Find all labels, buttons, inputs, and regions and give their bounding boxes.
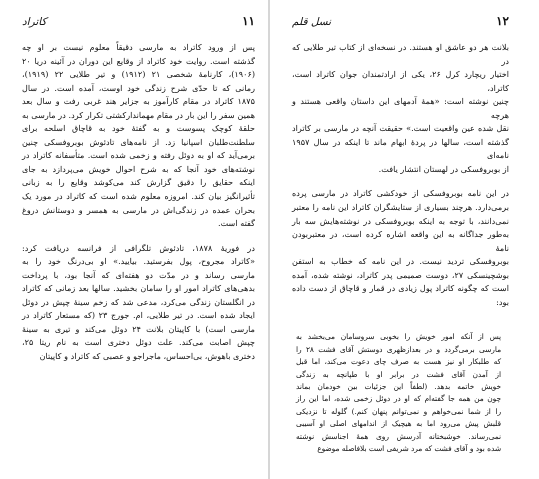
text-line: اینکه حقایق را دقیق گزارش کند می‌کوشد وقایع را به زبانی: [22, 177, 255, 188]
text-line: بوشچینسکی ۲۷، دوست صمیمی پدر کاتراد، نوشته شده، آمده: [292, 269, 509, 280]
text-line: قلبش پیش می‌رود اما به هیچیک از اندامهای اصلی او آسیبی: [296, 419, 501, 429]
text-line: که طلبکار او نیز هست به صرف چای دعوت می‌کند، اما قبل: [296, 357, 501, 367]
text-line: بوبروفسکی تردید نیست. در این نامه که خطاب به استفن: [292, 256, 509, 267]
text-line: از بوبروفسکی در لهستان انتشار یافت.: [378, 163, 509, 174]
text-line: نقل شده عین واقعیت است.» حقیقت آنچه در مارسی بر کاتراد: [292, 123, 509, 134]
text-line: به‌طور جداگانه به این واقعه اشاره کرده است، در معتبربودن نامهٔ: [292, 229, 509, 253]
left-page-header: [22, 14, 255, 28]
text-line: گذشته است، سالها در پردهٔ ابهام ماند تا اینکه در سال ۱۹۵۷ نامه‌ای: [292, 136, 509, 161]
text-line: بدهی‌های کاتراد امور او را سامان بخشید. سالها بعد زمانی که کاتراد: [22, 283, 255, 294]
text-line: مارسی رساند و در مدّت دو هفته‌ای که آنجا بود، با پرداخت: [22, 269, 255, 280]
text-line: در فوریهٔ ۱۸۷۸، تادئوش تلگرافی از فرانسه دریافت کرد:: [22, 242, 255, 253]
text-line: خویش خاتمه بدهد. (لطفاً این جزئیات بین خودمان بماند: [296, 382, 501, 392]
text-line: بلانت هر دو عاشق او هستند. در نسخه‌ای از کتاب تیر طلایی که در: [292, 42, 509, 66]
text-line: تأثیرانگیز بیان کند. امروزه معلوم شده است که کاتراد در مورد یک: [22, 191, 255, 202]
text-line: از آمدن آقای فشت در برابر او با طپانچه به زندگی: [296, 369, 501, 379]
right-page-number: ۱۲: [496, 14, 509, 28]
text-line: مارسی است) با کاپیتان بلانت ۲۴ دوئل می‌کند و تیری به سینهٔ: [22, 323, 255, 334]
text-line: (۱۹۰۶)، کارنامهٔ شخصی ۲۱ (۱۹۱۲) و تیر طلایی ۲۲ (۱۹۱۹)،: [22, 69, 255, 80]
text-line: ۱۸۷۵ کاتراد در مقام کارآموز به جزایر هند غربی رفت و سال بعد: [22, 96, 255, 107]
text-line: است که چگونه کاتراد پول زیادی در قمار و قاچاق از دست داده بود:: [292, 283, 509, 307]
text-line: در این نامه بوبروفسکی از خودکشی کاتراد در مارسی پرده: [292, 188, 509, 199]
text-line: پس از آنکه امور خویش را بخوبی سروسامان می‌بخشد به: [296, 332, 501, 342]
left-paragraph-2: [22, 242, 255, 364]
text-line: گفته است.: [218, 218, 255, 229]
left-running-title: کاتراد: [22, 16, 47, 28]
text-line: مارسی برمی‌گردد و در بعدازظهری دوستش آقای فشت ۲۸ را: [296, 344, 502, 354]
text-line: اختیار ریچارد کرل ۲۶، یکی از ارادتمندان جوان کاتراد است، کاتراد،: [292, 69, 509, 93]
text-line: حلقهٔ کوچک پسوست و به گفتهٔ خود به قاچاق اسلحه برای: [22, 123, 255, 134]
text-line: «کاتراد مجروح، پول بفرستید. بیایید.» او بی‌درنگ خود را به: [22, 256, 255, 267]
text-line: نمی‌دانند، با توجه به اینکه بوبروفسکی در نوشته‌هایش سه بار: [292, 215, 509, 226]
text-line: چون من همه جا گفته‌ام که او در دوئل زخمی شده، اما این راز: [296, 394, 501, 404]
right-page: [270, 0, 539, 479]
text-line: ایجاد شده است. در تیر طلایی، ام. جورج ۲۳ (که مستعار کاتراد در: [22, 310, 255, 321]
text-line: گذشته است. روایت خود کاتراد از وقایع این دوران در آئینه دریا ۲۰: [22, 55, 255, 66]
text-line: همین سفر را این بار در مقام مهماندارکشتی تکرار کرد. در مارسی به: [22, 109, 255, 120]
text-line: سلطنت‌طلبان اسپانیا زد. از نامه‌های تادئوش بوبروفسکی چنین: [22, 136, 255, 147]
text-line: در انگلستان زندگی می‌کرد، مدعی شد که زخم سینهٔ چپش در دوئل: [22, 296, 255, 307]
left-paragraph-1: [22, 41, 255, 231]
text-line: برمی‌آید که او به دوئل رفته و زخمی شده است. متأسفانه کاتراد در: [22, 150, 255, 161]
text-line: برمی‌دارد. هرچند بسیاری از ستایشگران کاتراد این نامه را معتبر: [292, 202, 509, 213]
text-line: دختری باهوش، بی‌احساس، ماجراجو و عصبی که کاتراد و کاپیتان: [39, 351, 255, 362]
text-line: نمی‌رساند. خوشبختانه آدرسش روی همهٔ اجناسش نوشته: [296, 431, 501, 441]
text-line: را از شما نمی‌خواهم و نمی‌توانم پنهان کنم.) گلوله تا نزدیکی: [296, 406, 501, 416]
text-line: پس از ورود کاتراد به مارسی دقیقاً معلوم نیست بر او چه: [22, 42, 255, 52]
text-line: نوشته‌های خود آنجا که به شرح احوال خویش می‌پردازد به جای: [22, 163, 255, 174]
text-line: شده بود و آقای فشت که مرد شریفی است بلافاصله موضوع: [317, 444, 501, 454]
left-page-number: ۱۱: [242, 14, 255, 28]
right-paragraph-1: [292, 41, 509, 176]
text-line: چپش اصابت می‌کند. علت دوئل دختری است به نام ریتا ۲۵،: [22, 337, 255, 348]
right-page-header: [292, 14, 509, 28]
text-line: بحران عمده در زندگی‌اش در مارسی به همسر و دوستانش دروغ: [22, 204, 255, 215]
left-page: [0, 0, 269, 479]
block-quote: [296, 331, 501, 455]
text-line: چنین نوشته است: «همهٔ آدمهای این داستان واقعی هستند و هرچه: [292, 96, 509, 120]
right-running-title: نسل قلم: [292, 16, 332, 28]
right-paragraph-2: [292, 187, 509, 309]
text-line: رمانی که تا حدّی شرح زندگی خود اوست، آمده است. در سال: [22, 82, 255, 93]
